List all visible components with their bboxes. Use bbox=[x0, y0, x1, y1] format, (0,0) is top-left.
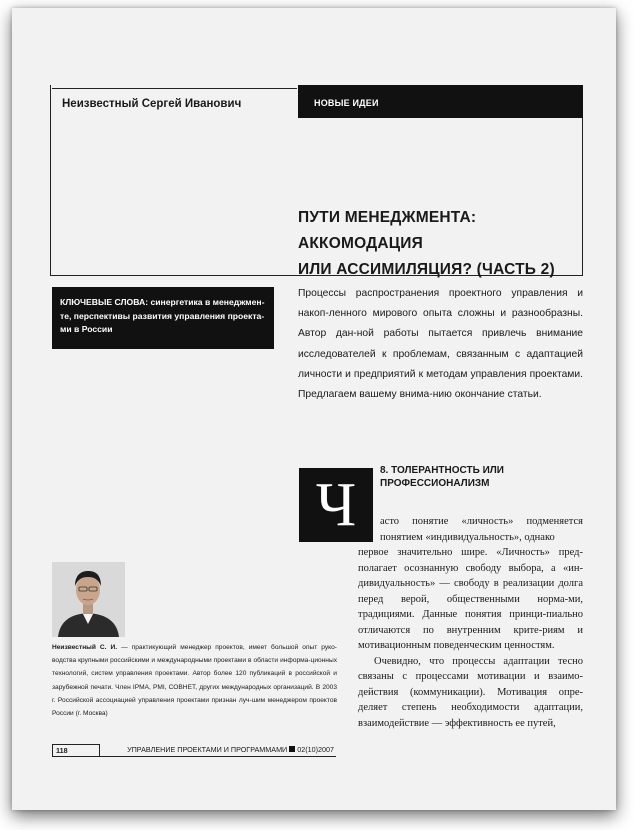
square-separator-icon bbox=[289, 746, 295, 752]
journal-issue: 02(10)2007 bbox=[297, 745, 334, 754]
author-bio-text: — практикующий менеджер проектов, имеет большой опыт руко-водства крупными российскими и международными проектами в области информа-ционных технологий, систем управления проектами. Автор более 120 публикаций в российской и зарубежной печати. Член IPMA, PMI, СОВНЕТ, других международных организаций. В 2003 г. Российской ассоциацией управления проектами признан луч-шим менеджером проектов России (г. Москва) bbox=[52, 644, 338, 718]
paragraph-1-rest: первое значительно шире. «Личность» пред-полагает осознанную свободу выбора, а «ин-дивидуальность» — свободу в реализации долга перед верой, общественными норма-ми, традициями. Данные понятия принци-пиально отличаются по внутренним крите-риям и мотивационным поведенческим ценностям. bbox=[358, 547, 583, 651]
page-number: 118 bbox=[52, 744, 100, 756]
title-line-1: ПУТИ МЕНЕДЖМЕНТА: АККОМОДАЦИЯ bbox=[298, 209, 477, 252]
section-heading-line-1: 8. ТОЛЕРАНТНОСТЬ ИЛИ bbox=[380, 465, 504, 476]
author-photo bbox=[52, 562, 125, 637]
article-abstract: Процессы распространения проектного управления и накоп-ленного мирового опыта сложны и разнообразны. Автор дан-ной работы пытается привлечь внимание исследователей к проблемам, связанным с адаптацией личности и предприятий к методам управления проектами. Предлагаем вашему внима-нию окончание статьи. bbox=[298, 288, 583, 401]
journal-info bbox=[127, 744, 334, 756]
section-heading bbox=[380, 464, 580, 490]
section-heading-line-2: ПРОФЕССИОНАЛИЗМ bbox=[380, 478, 490, 489]
author-bio-name: Неизвестный С. И. bbox=[52, 644, 118, 651]
keywords-box: КЛЮЧЕВЫЕ СЛОВА: синергетика в менеджмен-те, перспективы развития управления проекта-ми в России bbox=[52, 287, 274, 349]
rubric-label: НОВЫЕ ИДЕИ bbox=[298, 85, 583, 118]
article-title bbox=[298, 205, 588, 283]
paragraph-2: Очевидно, что процессы адаптации тесно связаны с процессами мотивации и взаимо-действия (коммуникации). Мотивация опре-деляет степень необходимости адаптации, взаимодействие — эффективность ее путей, bbox=[358, 655, 583, 729]
title-line-2: ИЛИ АССИМИЛЯЦИЯ? (ЧАСТЬ 2) bbox=[298, 261, 555, 278]
body-text-beside-dropcap: асто понятие «личность» подменяется понятием «индивидуальность», однако bbox=[380, 516, 583, 543]
author-name-header: Неизвестный Сергей Иванович bbox=[52, 88, 297, 118]
body-text bbox=[358, 545, 583, 731]
drop-cap: Ч bbox=[299, 468, 373, 542]
author-portrait-icon bbox=[52, 562, 125, 637]
journal-name: УПРАВЛЕНИЕ ПРОЕКТАМИ И ПРОГРАММАМИ bbox=[127, 745, 288, 754]
author-bio bbox=[52, 641, 337, 720]
page-footer bbox=[52, 744, 336, 757]
